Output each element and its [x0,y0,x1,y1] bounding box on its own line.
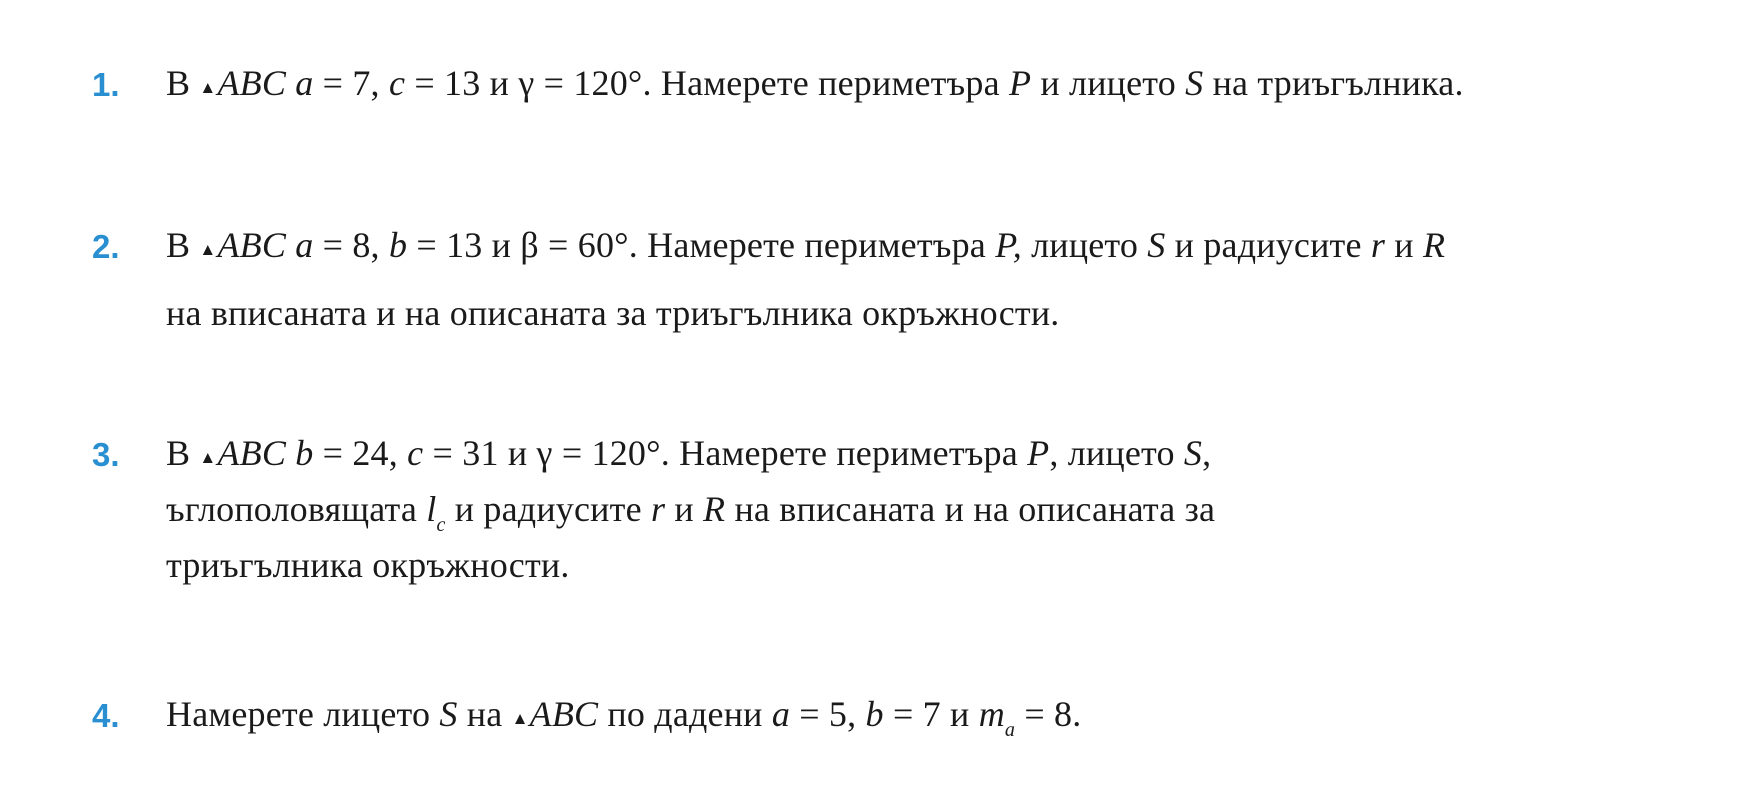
math-symbol: R [1422,225,1446,265]
text-segment [286,225,295,265]
math-symbol: c [407,433,424,473]
math-symbol: P [1008,63,1032,103]
math-symbol: b [865,694,884,734]
text-segment: и радиусите [1165,225,1371,265]
math-symbol: S [1183,433,1203,473]
math-symbol: a [771,694,791,734]
text-segment: = 7 и [883,694,979,734]
problem-line [166,488,1216,536]
math-subscript: c [436,514,446,536]
text-segment: и [1385,225,1423,265]
text-segment: = 13 и β = 60°. Намерете периметъра [407,225,996,265]
math-symbol: r [650,489,666,529]
text-segment [286,433,295,473]
math-symbol: P [1027,433,1050,473]
math-symbol: S [1185,63,1204,103]
triangle-icon: ▲ [511,709,529,728]
text-segment: на вписаната и на описаната за триъгълника окръжности. [166,293,1060,333]
math-symbol: ABC [217,433,287,473]
text-segment: триъгълника окръжности. [166,545,570,585]
text-segment: , [1202,433,1212,473]
math-symbol: ABC [217,225,287,265]
problem-number: 1. [92,66,120,103]
triangle-icon: ▲ [199,240,217,259]
text-segment: = 7, [313,63,389,103]
text-segment: и радиусите [445,489,651,529]
text-segment: = 24, [313,433,408,473]
text-segment: В [166,63,200,103]
math-symbol: S [1147,225,1166,265]
triangle-icon: ▲ [199,78,217,97]
problem-number: 2. [92,228,120,265]
math-symbol: P, [995,225,1022,265]
text-segment: = 8, [313,225,389,265]
text-segment: , лицето [1049,433,1184,473]
math-symbol: a [295,225,314,265]
math-symbol: l [426,489,437,529]
text-segment: лицето [1021,225,1148,265]
math-symbol: R [703,489,726,529]
text-segment: ъглополовящата [166,489,427,529]
text-segment: В [166,433,200,473]
math-symbol: S [439,694,458,734]
math-symbol: b [388,225,408,265]
text-segment: = 31 и γ = 120°. Намерете периметъра [423,433,1028,473]
text-segment: = 8. [1015,694,1082,734]
text-segment: Намерете лицето [166,694,440,734]
problem-number: 4. [92,697,120,734]
problem-line [166,292,1060,334]
problem-line [166,224,1445,266]
math-symbol: r [1370,225,1386,265]
math-subscript: a [1004,719,1016,741]
triangle-icon: ▲ [199,448,217,467]
text-segment: и [665,489,704,529]
problem-line [166,62,1464,104]
math-symbol: a [295,63,314,103]
problem-line [166,432,1211,474]
text-segment: на вписаната и на описаната за [725,489,1216,529]
math-symbol: ABC [217,63,287,103]
math-symbol: ABC [529,694,599,734]
problem-line [166,544,570,586]
text-segment: В [166,225,200,265]
text-segment: на триъгълника. [1203,63,1464,103]
problem-line [166,693,1082,741]
text-segment: = 13 и γ = 120°. Намерете периметъра [405,63,1009,103]
text-segment: = 5, [790,694,866,734]
text-segment: по дадени [598,694,772,734]
math-symbol: m [978,694,1005,734]
text-segment: на [457,694,512,734]
text-segment [286,63,295,103]
problem-number: 3. [92,436,120,473]
text-segment: и лицето [1031,63,1186,103]
math-symbol: b [295,433,314,473]
math-symbol: c [388,63,406,103]
